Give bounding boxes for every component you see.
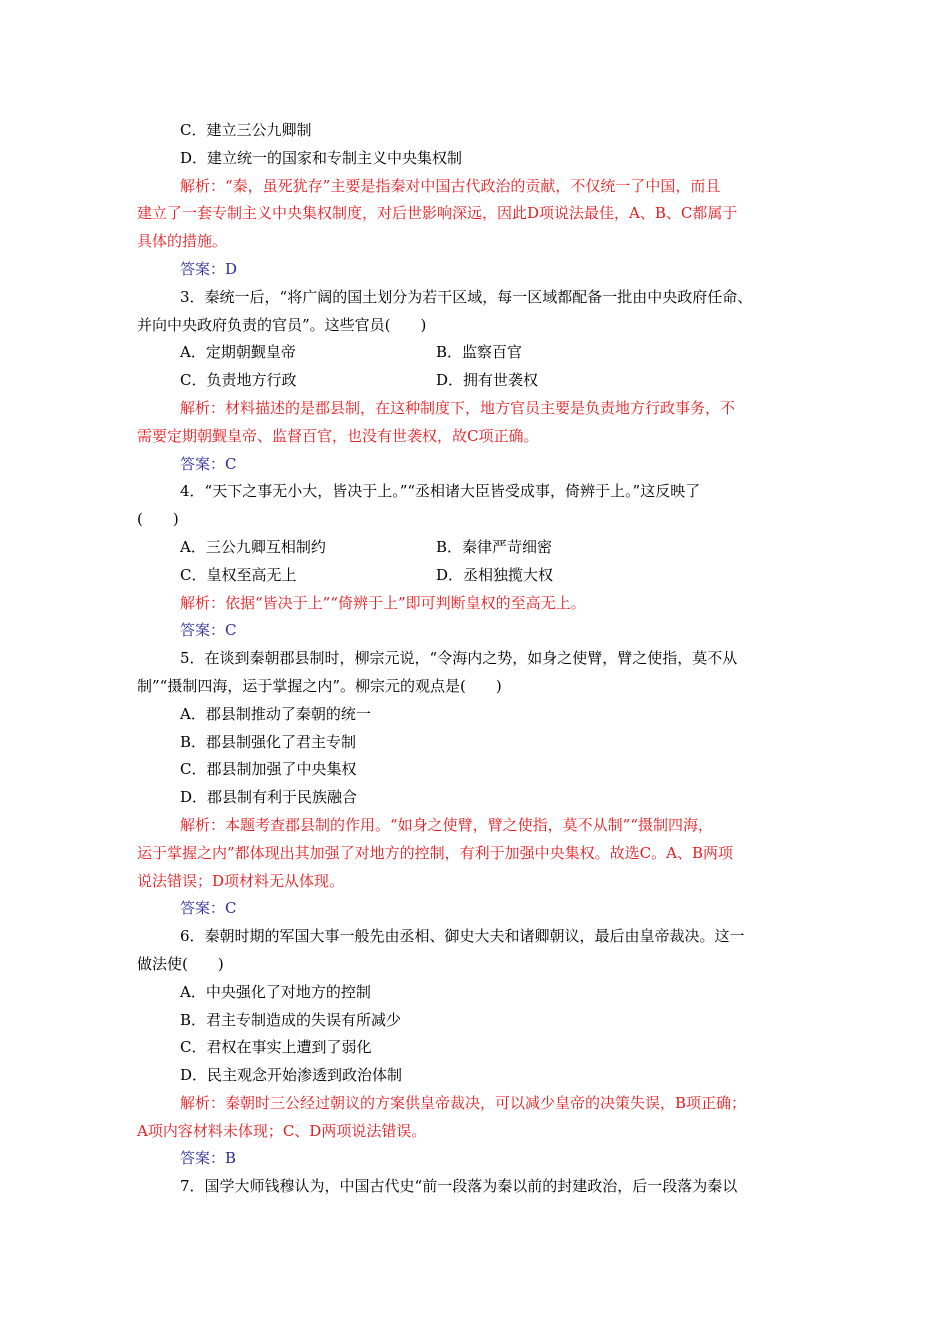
option-a: A．三公九卿互相制约 [180, 537, 326, 556]
option-b: B．监察百官 [436, 343, 523, 362]
question-line: 5．在谈到秦朝郡县制时，柳宗元说，“令海内之势，如身之使臂，臂之使指，莫不从 [180, 649, 738, 668]
answer-line: 答案：C [180, 621, 237, 640]
option-b: B．秦律严苛细密 [436, 537, 553, 556]
option-line: D．建立统一的国家和专制主义中央集权制 [180, 148, 463, 167]
analysis-line: 解析：“秦，虽死犹存”主要是指秦对中国古代政治的贡献，不仅统一了中国，而且 [180, 176, 721, 195]
option-a: A．定期朝觐皇帝 [180, 343, 296, 362]
answer-line: 答案：D [180, 259, 238, 278]
answer-line: 答案：B [180, 1149, 237, 1168]
question-line: 并向中央政府负责的官员”。这些官员( ) [137, 315, 427, 334]
option-row [137, 534, 817, 562]
document-page [137, 117, 817, 1201]
question-line: 6．秦朝时期的军国大事一般先由丞相、御史大夫和诸卿朝议，最后由皇帝裁决。这一 [180, 927, 745, 946]
option-line: B．君主专制造成的失误有所减少 [180, 1010, 402, 1029]
analysis-line: 需要定期朝觐皇帝、监督百官，也没有世袭权，故C项正确。 [137, 426, 539, 445]
analysis-line: 说法错误；D项材料无从体现。 [137, 871, 345, 890]
option-a: C．负责地方行政 [180, 371, 297, 390]
question-line: 做法使( ) [137, 954, 224, 973]
analysis-line: 运于掌握之内”都体现出其加强了对地方的控制，有利于加强中央集权。故选C。A、B两项 [137, 843, 734, 862]
analysis-line: 解析：依据“皆决于上”“倚辨于上”即可判断皇权的至高无上。 [180, 593, 586, 612]
option-b: D．拥有世袭权 [436, 371, 539, 390]
option-line: D．民主观念开始渗透到政治体制 [180, 1066, 403, 1085]
option-line: A．郡县制推动了秦朝的统一 [180, 704, 371, 723]
option-row [137, 562, 817, 590]
question-line: 3．秦统一后，“将广阔的国土划分为若干区域，每一区域都配备一批由中央政府任命、 [180, 287, 753, 306]
option-line: D．郡县制有利于民族融合 [180, 788, 358, 807]
analysis-line: 建立了一套专制主义中央集权制度，对后世影响深远，因此D项说法最佳，A、B、C都属于 [137, 204, 738, 223]
question-line: ( ) [137, 510, 179, 529]
analysis-line: 解析：本题考查郡县制的作用。“如身之使臂，臂之使指，莫不从制”“摄制四海， [180, 815, 714, 834]
analysis-line: 解析：秦朝时三公经过朝议的方案供皇帝裁决，可以减少皇帝的决策失误，B项正确； [180, 1093, 747, 1112]
option-line: C．君权在事实上遭到了弱化 [180, 1038, 372, 1057]
option-line: B．郡县制强化了君主专制 [180, 732, 357, 751]
question-line: 制”“摄制四海，运于掌握之内”。柳宗元的观点是( ) [137, 676, 502, 695]
option-a: C．皇权至高无上 [180, 565, 297, 584]
option-row [137, 367, 817, 395]
option-row [137, 339, 817, 367]
option-line: C．建立三公九卿制 [180, 121, 312, 139]
answer-line: 答案：C [180, 899, 237, 918]
option-b: D．丞相独揽大权 [436, 565, 554, 584]
option-line: C．郡县制加强了中央集权 [180, 760, 357, 779]
option-line: A．中央强化了对地方的控制 [180, 982, 371, 1001]
analysis-line: 具体的措施。 [137, 232, 228, 251]
question-line: 7．国学大师钱穆认为，中国古代史“前一段落为秦以前的封建政治，后一段落为秦以 [180, 1177, 738, 1196]
analysis-line: 解析：材料描述的是郡县制，在这种制度下，地方官员主要是负责地方行政事务，不 [180, 398, 736, 417]
answer-line: 答案：C [180, 454, 237, 473]
question-line: 4．“天下之事无小大，皆决于上。”“丞相诸大臣皆受成事，倚辨于上。”这反映了 [180, 482, 701, 501]
analysis-line: A项内容材料未体现；C、D两项说法错误。 [137, 1121, 427, 1140]
